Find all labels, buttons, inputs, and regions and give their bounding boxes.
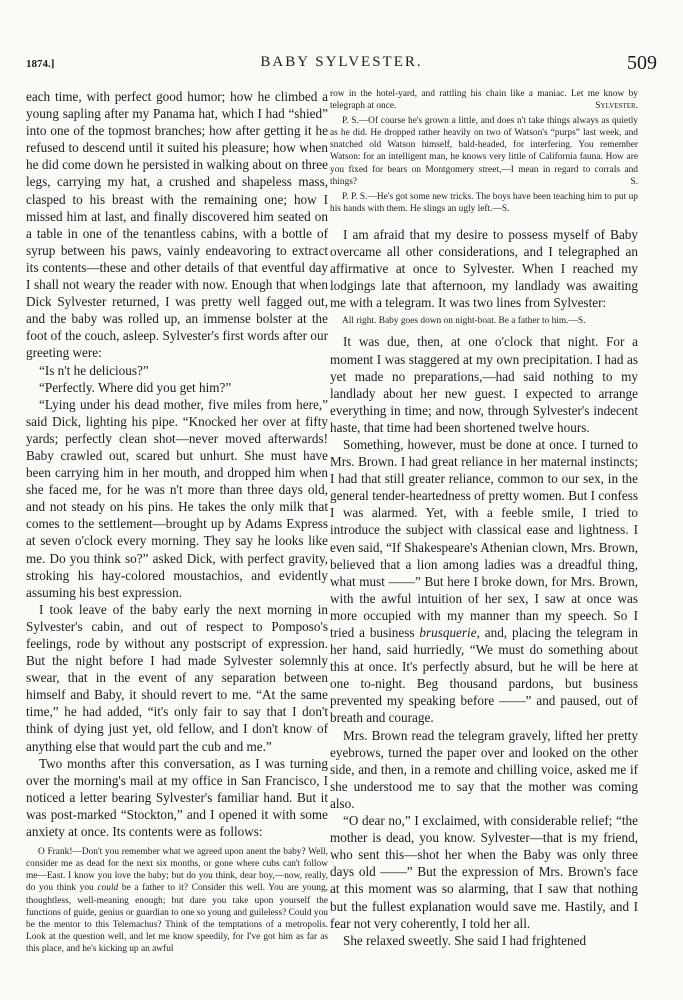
header-title: BABY SYLVESTER. [260, 54, 423, 70]
letter-italic: could [97, 883, 119, 894]
paragraph-italic: brusquerie [419, 625, 477, 640]
postscript-signature: S. [630, 176, 638, 187]
paragraph-text: Something, however, must be done at once. I turned to Mrs. Brown. I had great reliance in her maternal instincts; I had that still greater reliance, common to our sex, in the general tender-heartedness of pretty women. But I confess I was alarmed. Yet, with a feeble smile, I tried to introduce the subject with classical ease and lightness. I even said, “If Shakespeare's Athenian clown, Mrs. Brown, believed that a lion among ladies was a dreadful thing, what must ——” But here I broke down, for Mrs. Brown, with the awful intuition of her sex, I saw at once was more occupied with my manner than my speech. So I tried a business [330, 436, 638, 640]
body-paragraph: each time, with perfect good humor; how he climbed a young sapling after my Panama hat, which I had “shied” into one of the topmost branches; how after getting it he refused to descend until it suited his pleasure; how when he did come down he persisted in walking about on three legs, carrying my hat, a crushed and shapeless mass, clasped to his breast with the remaining one; how I missed him at last, and finally discovered him seated on a table in one of the tenantless cabins, with a bottle of syrup between his paws, vainly endeavoring to extract its contents—these and other details of that eventful day I shall not weary the reader with now. Enough that when Dick Sylvester returned, I was pretty well fagged out, and the baby was rolled up, an immense bolster at the foot of the couch, asleep. Sylvester's first words after our greeting were: [26, 89, 328, 361]
body-paragraph [330, 436, 638, 727]
letter-text: O Frank!—Don't you remember what we agreed upon anent the baby? Well, consider me as dead for the next six months, or gone where cubs can't follow me—East. I know you love the baby; but do you think, dear boy,—now, really, do you think you [26, 847, 328, 894]
body-paragraph: “Perfectly. Where did you get him?” [39, 379, 232, 395]
paragraph-text: , and, placing the telegram in her hand, said hurriedly, “We must do something about this at once. It's perfectly absurd, but he will be here at one to-night. Beg thousand pardons, but business prevented my speaking before ——” and paused, out of breath and courage. [330, 625, 638, 726]
body-paragraph: I am afraid that my desire to possess myself of Baby overcame all other considerations, and I telegraphed an affirmative at once to Sylvester. When I reached my lodgings late that afternoon, my landlady was awaiting me with a telegram. It was two lines from Sylvester: [330, 226, 638, 311]
telegram-text: All right. Baby goes down on night-boat. Be a father to him.—S. [342, 316, 586, 327]
header-year: 1874.] [26, 58, 55, 70]
right-column [330, 88, 638, 949]
body-paragraph: “O dear no,” I exclaimed, with considerable relief; “the mother is dead, you know. Sylvester—that is my friend, who sent this—shot her when the Baby was only three days old ——” But the expression of Mrs. Brown's face at this moment was so alarming, that I saw that nothing but the fullest explanation would save me. Hastily, and I fear not very coherently, I told her all. [330, 813, 638, 931]
body-paragraph: It was due, then, at one o'clock that night. For a moment I was staggered at my own precipitation. I had as yet made no preparations,—had said nothing to my landlady about her new guest. I expected to arrange everything in time; and now, through Sylvester's indecent haste, that time had been shortened twelve hours. [330, 334, 638, 435]
left-column [26, 88, 328, 958]
letter-text: be a father to it? Consider this well. You are young, thoughtless, well-meaning enough; but dare you take upon yourself the functions of guide, genius or guardian to one so young and guileless? Could you be the mentor to this Telemachus? Think of the temptations of a metropolis. Look at the question well, and let me know speedily, for I've got him as far as this place, and he's kicking up an awful [26, 883, 328, 954]
postscript-text: P. S.—Of course he's grown a little, and does n't take things always as quietly as he did. He dropped rather heavily on two of Watson's “purps” last week, and snatched old Watson himself, bald-headed, for interfering. You remember Watson: for an intelligent man, he knows very little of California fauna. How are you fixed for bears on Montgomery street,—I mean in regard to corrals and things? [330, 116, 638, 187]
postscript [330, 115, 638, 188]
body-paragraph: “Lying under his dead mother, five miles from here,” said Dick, lighting his pipe. “Knocked her over at fifty yards; perfectly clean shot—never moved afterwards! Baby crawled out, scared but unhurt. She must have been carrying him in her mouth, and dropped him when she faced me, for he was n't more than three days old, and not steady on his pins. He takes the only milk that comes to the settlement—brought up by Adams Express at seven o'clock every morning. They say he looks like me. Do you think so?” asked Dick, with perfect gravity, stroking his hay-colored moustachios, and evidently assuming his best expression. [26, 396, 328, 600]
letter-continuation [330, 88, 638, 112]
running-header [26, 52, 657, 78]
letter-paragraph [26, 846, 328, 955]
page-number: 509 [627, 52, 657, 74]
body-paragraph: She relaxed sweetly. She said I had frightened [343, 932, 587, 948]
body-paragraph: Mrs. Brown read the telegram gravely, lifted her pretty eyebrows, turned the paper over and looked on the other side, and then, in a remote and chilling voice, asked me if she understood me to say that the mother was coming also. [330, 727, 638, 811]
body-paragraph: “Is n't he delicious?” [39, 362, 149, 378]
postscript: P. P. S.—He's got some new tricks. The boys have been teaching him to put up his hands with them. He slings an ugly left.—S. [330, 191, 638, 214]
body-paragraph: Two months after this conversation, as I was turning over the morning's mail at my office in San Francisco, I noticed a letter bearing Sylvester's familiar hand. But it was post-marked “Stockton,” and I opened it with some anxiety at once. Its contents were as follows: [26, 755, 328, 840]
letter-text: row in the hotel-yard, and rattling his chain like a maniac. Let me know by telegraph at once. [330, 89, 638, 112]
body-paragraph: I took leave of the baby early the next morning in Sylvester's cabin, and out of respect to Pomposo's feelings, rode by without any postscript of expression. But the night before I had made Sylvester solemnly swear, that in the event of any separation between himself and Baby, it should revert to me. “At the same time,” he had added, “it's only fair to say that I don't think of dying just yet, old fellow, and I don't know of anything else that would part the cub and me.” [26, 601, 328, 754]
letter-signature: Sylvester. [595, 101, 638, 112]
